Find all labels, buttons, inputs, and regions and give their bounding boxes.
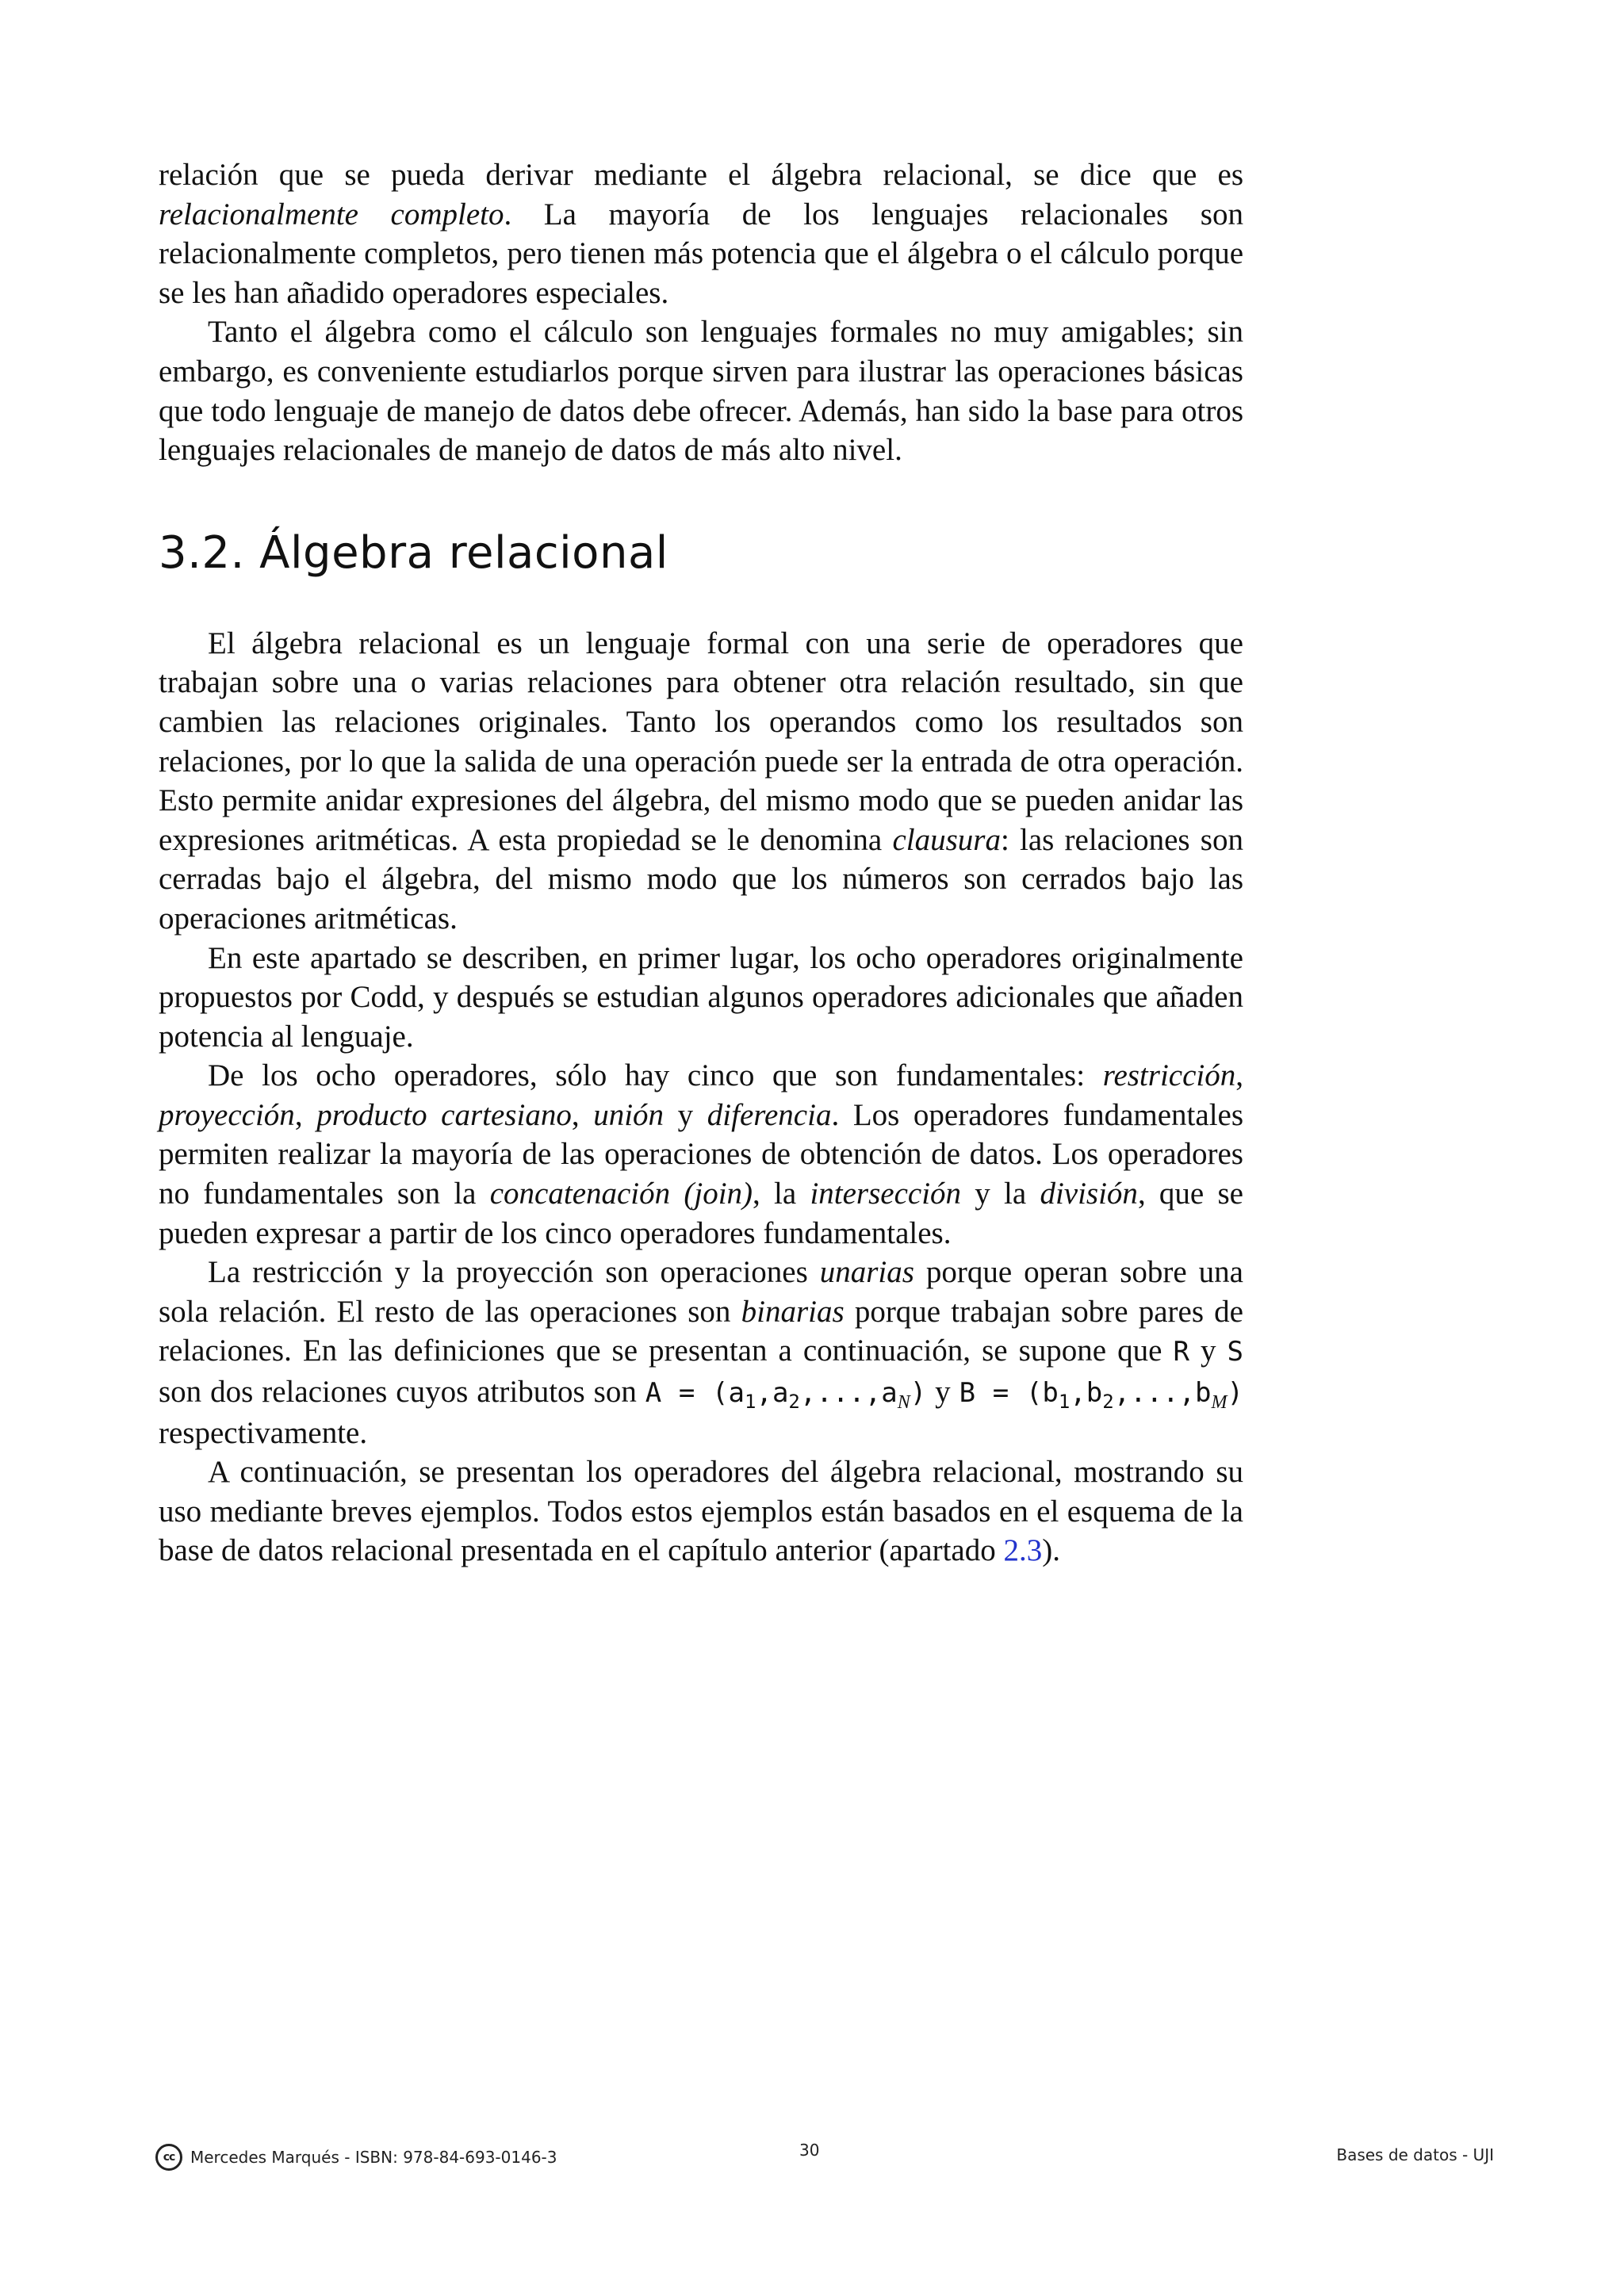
code-part: ,...,a xyxy=(799,1377,898,1410)
text: y xyxy=(926,1375,959,1410)
text: , xyxy=(1235,1058,1243,1093)
emphasis-term: clausura xyxy=(892,822,1001,857)
code-relation-r: R xyxy=(1173,1336,1189,1368)
intro-paragraph-1 xyxy=(159,155,1243,312)
text: , xyxy=(571,1097,594,1132)
emphasis-term: producto cartesiano xyxy=(316,1097,572,1132)
emphasis-term: restricción xyxy=(1102,1058,1236,1093)
section-paragraph-2: En este apartado se describen, en primer lugar, los ocho operadores originalmente propuestos por Codd, y después se estudian algunos operadores adicionales que añaden potencia al lenguaje. xyxy=(159,940,1243,1054)
section-paragraph-1 xyxy=(159,624,1243,939)
emphasis-term: proyección xyxy=(159,1097,295,1132)
footer-author xyxy=(155,2144,557,2171)
subscript: 1 xyxy=(745,1390,756,1413)
text: El álgebra relacional es un lenguaje formal con una serie de operadores que trabajan sobre una o varias relaciones para obtener otra relación resultado, sin que cambien las relaciones originales. Tanto los operandos como los resultados son relaciones, por lo que la salida de una operación puede ser la entrada de otra operación. Esto permite anidar expresiones del álgebra, del mismo modo que se pueden anidar las expresiones aritméticas. A esta propiedad se le denomina xyxy=(159,626,1243,857)
code-part: B = (b xyxy=(959,1377,1059,1410)
cross-reference-link[interactable]: 2.3 xyxy=(1003,1533,1043,1568)
text: . La mayoría de los lenguajes relacionales son relacionalmente completos, pero tienen más potencia que el álgebra o el cálculo porque se les han añadido operadores especiales. xyxy=(159,197,1243,310)
text: , la xyxy=(753,1177,810,1211)
text: De los ocho operadores, sólo hay cinco que son fundamentales: xyxy=(208,1058,1103,1093)
code-part: ,b xyxy=(1070,1377,1103,1410)
page-content xyxy=(159,155,1243,1571)
subscript: M xyxy=(1211,1391,1228,1413)
code-part: A = (a xyxy=(645,1377,745,1410)
emphasis-term: división xyxy=(1040,1177,1138,1211)
code-relation-s: S xyxy=(1227,1336,1243,1368)
emphasis-term: intersección xyxy=(810,1177,962,1211)
text: porque trabajan sobre pares de relaciones. En las definiciones que se presentan a continuación, se supone que xyxy=(159,1294,1243,1368)
subscript: 1 xyxy=(1058,1390,1071,1413)
creative-commons-icon: cc xyxy=(155,2144,182,2171)
section-paragraph-5 xyxy=(159,1452,1243,1571)
text: y xyxy=(664,1097,707,1132)
text: respectivamente. xyxy=(159,1415,368,1450)
intro-paragraph-2: Tanto el álgebra como el cálculo son lenguajes formales no muy amigables; sin embargo, es conveniente estudiarlos porque sirven para ilustrar las operaciones básicas que todo lenguaje de manejo de datos debe ofrecer. Además, han sido la base para otros lenguajes relacionales de manejo de datos de más alto nivel. xyxy=(159,315,1243,468)
text: relación que se pueda derivar mediante el álgebra relacional, se dice que es xyxy=(159,158,1243,192)
text: y la xyxy=(961,1177,1040,1211)
subscript: 2 xyxy=(1102,1390,1114,1413)
emphasis-term: unión xyxy=(593,1097,665,1132)
section-paragraph-4 xyxy=(159,1253,1243,1452)
emphasis-term: diferencia xyxy=(707,1097,832,1132)
footer-book-title: Bases de datos - UJI xyxy=(1336,2145,1494,2164)
subscript: 2 xyxy=(788,1390,800,1413)
emphasis-term: concatenación (join) xyxy=(489,1177,753,1211)
emphasis-term: binarias xyxy=(741,1294,845,1329)
footer-author-text: Mercedes Marqués - ISBN: 978-84-693-0146-3 xyxy=(190,2148,557,2167)
text: y xyxy=(1189,1334,1228,1368)
code-part: ) xyxy=(1227,1377,1244,1410)
text: . Los operadores fundamentales permiten realizar la mayoría de las operaciones de obtención de datos. Los operadores no fundamentales son la xyxy=(159,1097,1244,1211)
section-paragraph-3 xyxy=(159,1056,1243,1253)
code-part: ,a xyxy=(756,1377,789,1410)
text: , xyxy=(294,1097,317,1132)
code-part: ) xyxy=(910,1377,927,1410)
text: , que se pueden expresar a partir de los cinco operadores fundamentales. xyxy=(159,1177,1243,1250)
subscript: N xyxy=(897,1391,910,1413)
emphasis-term: relacionalmente completo xyxy=(159,197,504,232)
code-part: ,...,b xyxy=(1113,1377,1212,1410)
text: son dos relaciones cuyos atributos son xyxy=(159,1375,645,1410)
section-heading: 3.2. Álgebra relacional xyxy=(159,526,668,579)
emphasis-term: unarias xyxy=(819,1255,914,1290)
text: ). xyxy=(1042,1533,1060,1568)
page-number: 30 xyxy=(799,2141,820,2160)
text: porque operan sobre una sola relación. El resto de las operaciones son xyxy=(159,1255,1243,1329)
code-attributes-a xyxy=(645,1377,927,1413)
text: La restricción y la proyección son operaciones xyxy=(208,1255,820,1290)
text: A continuación, se presentan los operadores del álgebra relacional, mostrando su uso mediante breves ejemplos. Todos estos ejemplos están basados en el esquema de la base de datos relacional presentada en el capítulo anterior (apartado xyxy=(159,1455,1243,1568)
code-attributes-b xyxy=(959,1377,1244,1413)
text: : las relaciones son cerradas bajo el álgebra, del mismo modo que los números son cerrados bajo las operaciones aritméticas. xyxy=(159,822,1243,936)
page-footer xyxy=(155,2141,1494,2172)
